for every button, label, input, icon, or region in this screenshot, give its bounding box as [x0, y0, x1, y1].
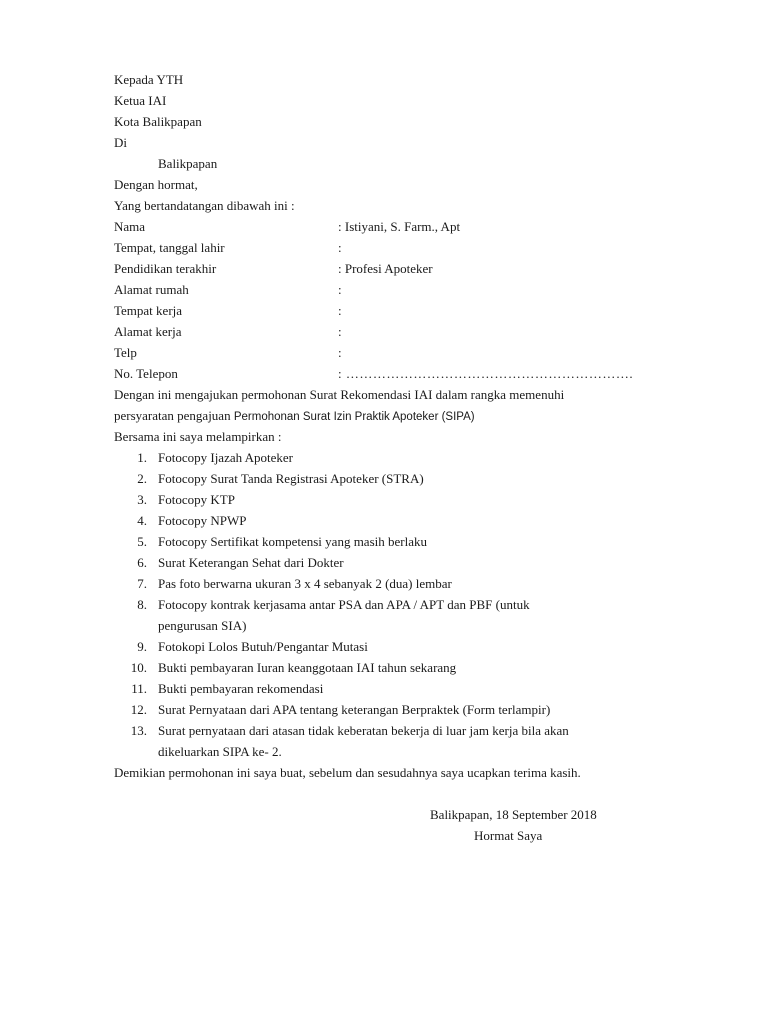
list-item: Fotocopy KTP — [158, 492, 235, 507]
closing-text: Demikian permohonan ini saya buat, sebelum dan sesudahnya saya ucapkan terima kasih. — [114, 765, 581, 780]
field-value: : — [338, 303, 342, 318]
request-line-2 — [114, 408, 475, 425]
list-item: Surat Keterangan Sehat dari Dokter — [158, 555, 344, 570]
list-item-number: 4. — [137, 513, 147, 528]
signature-regards: Hormat Saya — [474, 828, 543, 843]
field-label: Alamat rumah — [114, 282, 189, 297]
list-item-number: 8. — [137, 597, 147, 612]
list-item: Fotokopi Lolos Butuh/Pengantar Mutasi — [158, 639, 368, 654]
request-line-1: Dengan ini mengajukan permohonan Surat Rekomendasi IAI dalam rangka memenuhi — [114, 387, 565, 402]
recipient-line-2: Ketua IAI — [114, 93, 167, 108]
field-value: : Istiyani, S. Farm., Apt — [338, 219, 461, 234]
signature-place-date: Balikpapan, 18 September 2018 — [430, 807, 597, 822]
attachments-intro: Bersama ini saya melampirkan : — [114, 429, 282, 444]
list-item: Surat Pernyataan dari APA tentang keterangan Berpraktek (Form terlampir) — [158, 702, 551, 717]
recipient-line-1: Kepada YTH — [114, 72, 184, 87]
recipient-line-3: Kota Balikpapan — [114, 114, 202, 129]
request-line-2-prefix: persyaratan pengajuan — [114, 408, 234, 423]
list-item-number: 13. — [130, 723, 147, 738]
list-item-number: 2. — [137, 471, 147, 486]
field-value: : ………………………………………………………. — [338, 366, 634, 381]
list-item: Bukti pembayaran Iuran keanggotaan IAI tahun sekarang — [158, 660, 457, 675]
list-item-continuation: dikeluarkan SIPA ke- 2. — [158, 744, 282, 759]
list-item: Fotocopy Sertifikat kompetensi yang masih berlaku — [158, 534, 427, 549]
list-item: Fotocopy Ijazah Apoteker — [158, 450, 294, 465]
field-value: : — [338, 240, 342, 255]
list-item-number: 3. — [137, 492, 147, 507]
field-value: : — [338, 345, 342, 360]
list-item: Pas foto berwarna ukuran 3 x 4 sebanyak 2 (dua) lembar — [158, 576, 452, 591]
field-value: : Profesi Apoteker — [338, 261, 433, 276]
intro-text: Yang bertandatangan dibawah ini : — [114, 198, 295, 213]
list-item: Fotocopy NPWP — [158, 513, 247, 528]
field-value: : — [338, 324, 342, 339]
list-item: Surat pernyataan dari atasan tidak keberatan bekerja di luar jam kerja bila akan — [158, 723, 569, 738]
list-item: Fotocopy kontrak kerjasama antar PSA dan APA / APT dan PBF (untuk — [158, 597, 530, 612]
field-label: Nama — [114, 219, 146, 234]
list-item-number: 12. — [130, 702, 147, 717]
field-label: Tempat, tanggal lahir — [114, 240, 225, 255]
list-item-number: 7. — [137, 576, 147, 591]
list-item: Fotocopy Surat Tanda Registrasi Apoteker (STRA) — [158, 471, 424, 486]
recipient-city: Balikpapan — [158, 156, 218, 171]
list-item-number: 6. — [137, 555, 147, 570]
list-item-number: 9. — [137, 639, 147, 654]
list-item-number: 11. — [131, 681, 147, 696]
field-label: Alamat kerja — [114, 324, 182, 339]
list-item-number: 10. — [130, 660, 147, 675]
list-item-number: 1. — [137, 450, 147, 465]
greeting: Dengan hormat, — [114, 177, 198, 192]
field-value: : — [338, 282, 342, 297]
list-item: Bukti pembayaran rekomendasi — [158, 681, 324, 696]
field-label: Pendidikan terakhir — [114, 261, 217, 276]
list-item-number: 5. — [137, 534, 147, 549]
field-label: No. Telepon — [114, 366, 178, 381]
field-label: Tempat kerja — [114, 303, 183, 318]
recipient-line-4: Di — [114, 135, 127, 150]
request-line-2-sipa: Permohonan Surat Izin Praktik Apoteker (SIPA) — [233, 411, 475, 423]
field-label: Telp — [114, 345, 137, 360]
list-item-continuation: pengurusan SIA) — [158, 618, 247, 633]
